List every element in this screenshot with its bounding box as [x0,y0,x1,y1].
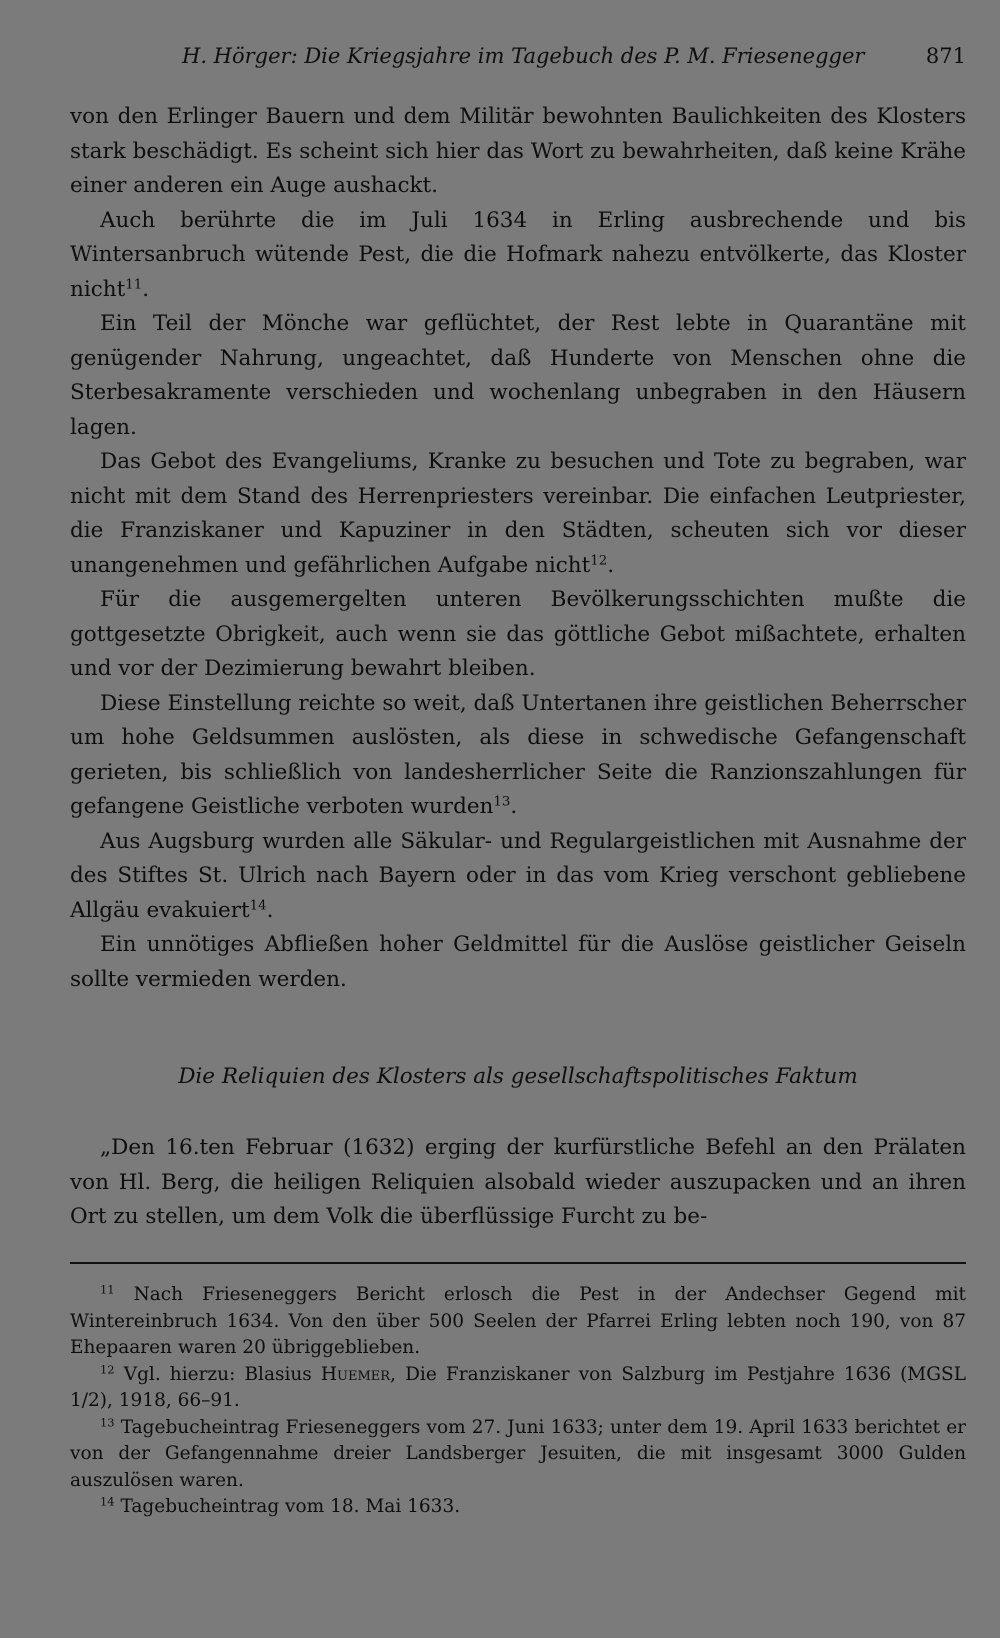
footnote: $^{13}$ Tagebucheintrag Frieseneggers vom 27. Juni 1633; unter dem 19. April 1633 berichtet er von der Gefangennahme dreier Landsberger Jesuiten, die mit insgesamt 3000 Gulden auszulösen waren. [70,1415,967,1491]
footnote-number: 12 [100,1362,115,1377]
paragraph: Das Gebot des Evangeliums, Kranke zu besuchen und Tote zu begraben, war nicht mit dem Stand des Herrenpriesters vereinbar. Die einfachen Leutpriester, die Franziskaner und Kapuziner in den Städten, scheuten sich vor dieser unangenehmen und gefährlichen Aufgabe nicht$^{12}$. [70,449,966,578]
paragraph: Diese Einstellung reichte so weit, daß Untertanen ihre geistlichen Beherrscher um hohe Geldsummen auslösten, als diese in schwedische Gefangenschaft gerieten, bis schließlich von landesherrlicher Seite die Ranzionszahlungen für gefangene Geistliche verboten wurden$^{13}$. [70,690,966,819]
paragraph: Aus Augsburg wurden alle Säkular- und Regulargeistlichen mit Ausnahme der des Stiftes St. Ulrich nach Bayern oder in das vom Krieg verschont gebliebene Allgäu evakuiert$^{14}$. [70,828,966,923]
paragraph: „Den 16.ten Februar (1632) erging der kurfürstliche Befehl an den Prälaten von Hl. Berg, die heiligen Reliquien alsobald wieder auszupacken und an ihren Ort zu stellen, um dem Volk die überflüssige Furcht zu be- [70,1135,966,1229]
paragraph: Für die ausgemergelten unteren Bevölkerungsschichten mußte die gottgesetzte Obrigkeit, auch wenn sie das göttliche Gebot mißachtete, erhalten und vor der Dezimierung bewahrt bleiben. [70,587,966,681]
running-title: H. Hörger: Die Kriegsjahre im Tagebuch des P. M. Friesenegger [182,44,865,68]
paragraph: von den Erlinger Bauern und dem Militär bewohnten Baulichkeiten des Klosters stark beschädigt. Es scheint sich hier das Wort zu bewahrheiten, daß keine Krähe einer anderen ein Auge aushackt. [70,104,966,198]
footnote: $^{14}$ Tagebucheintrag vom 18. Mai 1633. [100,1494,461,1517]
section-text [70,1131,966,1235]
footnotes [70,1282,966,1521]
author-name: Huemer [320,1363,391,1385]
body-text [70,100,966,997]
footnote-ref[interactable]: 14 [249,898,267,914]
footnote: $^{12}$ Vgl. hierzu: Blasius Huemer, Die Franziskaner von Salzburg im Pestjahre 1636 (MGSL 1/2), 1918, 66–91. [70,1362,966,1411]
footnote-ref[interactable]: 11 [125,277,143,293]
footnote-divider [70,1262,966,1264]
paragraph: Ein Teil der Mönche war geflüchtet, der Rest lebte in Quarantäne mit genügender Nahrung, ungeachtet, daß Hunderte von Menschen ohne die Sterbesakramente verschieden und wochenlang unbegraben in den Häusern lagen. [70,311,966,440]
footnote-number: 13 [100,1415,115,1430]
footnote-ref[interactable]: 12 [590,553,608,569]
running-head [70,44,966,78]
page-number: 871 [925,44,966,68]
paragraph: Ein unnötiges Abfließen hoher Geldmittel für die Auslöse geistlicher Geiseln sollte vermieden werden. [70,932,966,992]
section-heading: Die Reliquien des Klosters als gesellschaftspolitisches Faktum [178,1064,858,1089]
footnote: $^{11}$ Nach Frieseneggers Bericht erlosch die Pest in der Andechser Gegend mit Wintereinbruch 1634. Von den über 500 Seelen der Pfarrei Erling lebten noch 190, von 87 Ehepaaren waren 20 übriggeblieben. [70,1282,966,1358]
footnote-number: 11 [100,1282,115,1297]
paragraph: Auch berührte die im Juli 1634 in Erling ausbrechende und bis Wintersanbruch wütende Pest, die die Hofmark nahezu entvölkerte, das Kloster nicht$^{11}$. [70,207,966,302]
footnote-number: 14 [100,1494,115,1509]
footnote-ref[interactable]: 13 [493,794,511,810]
